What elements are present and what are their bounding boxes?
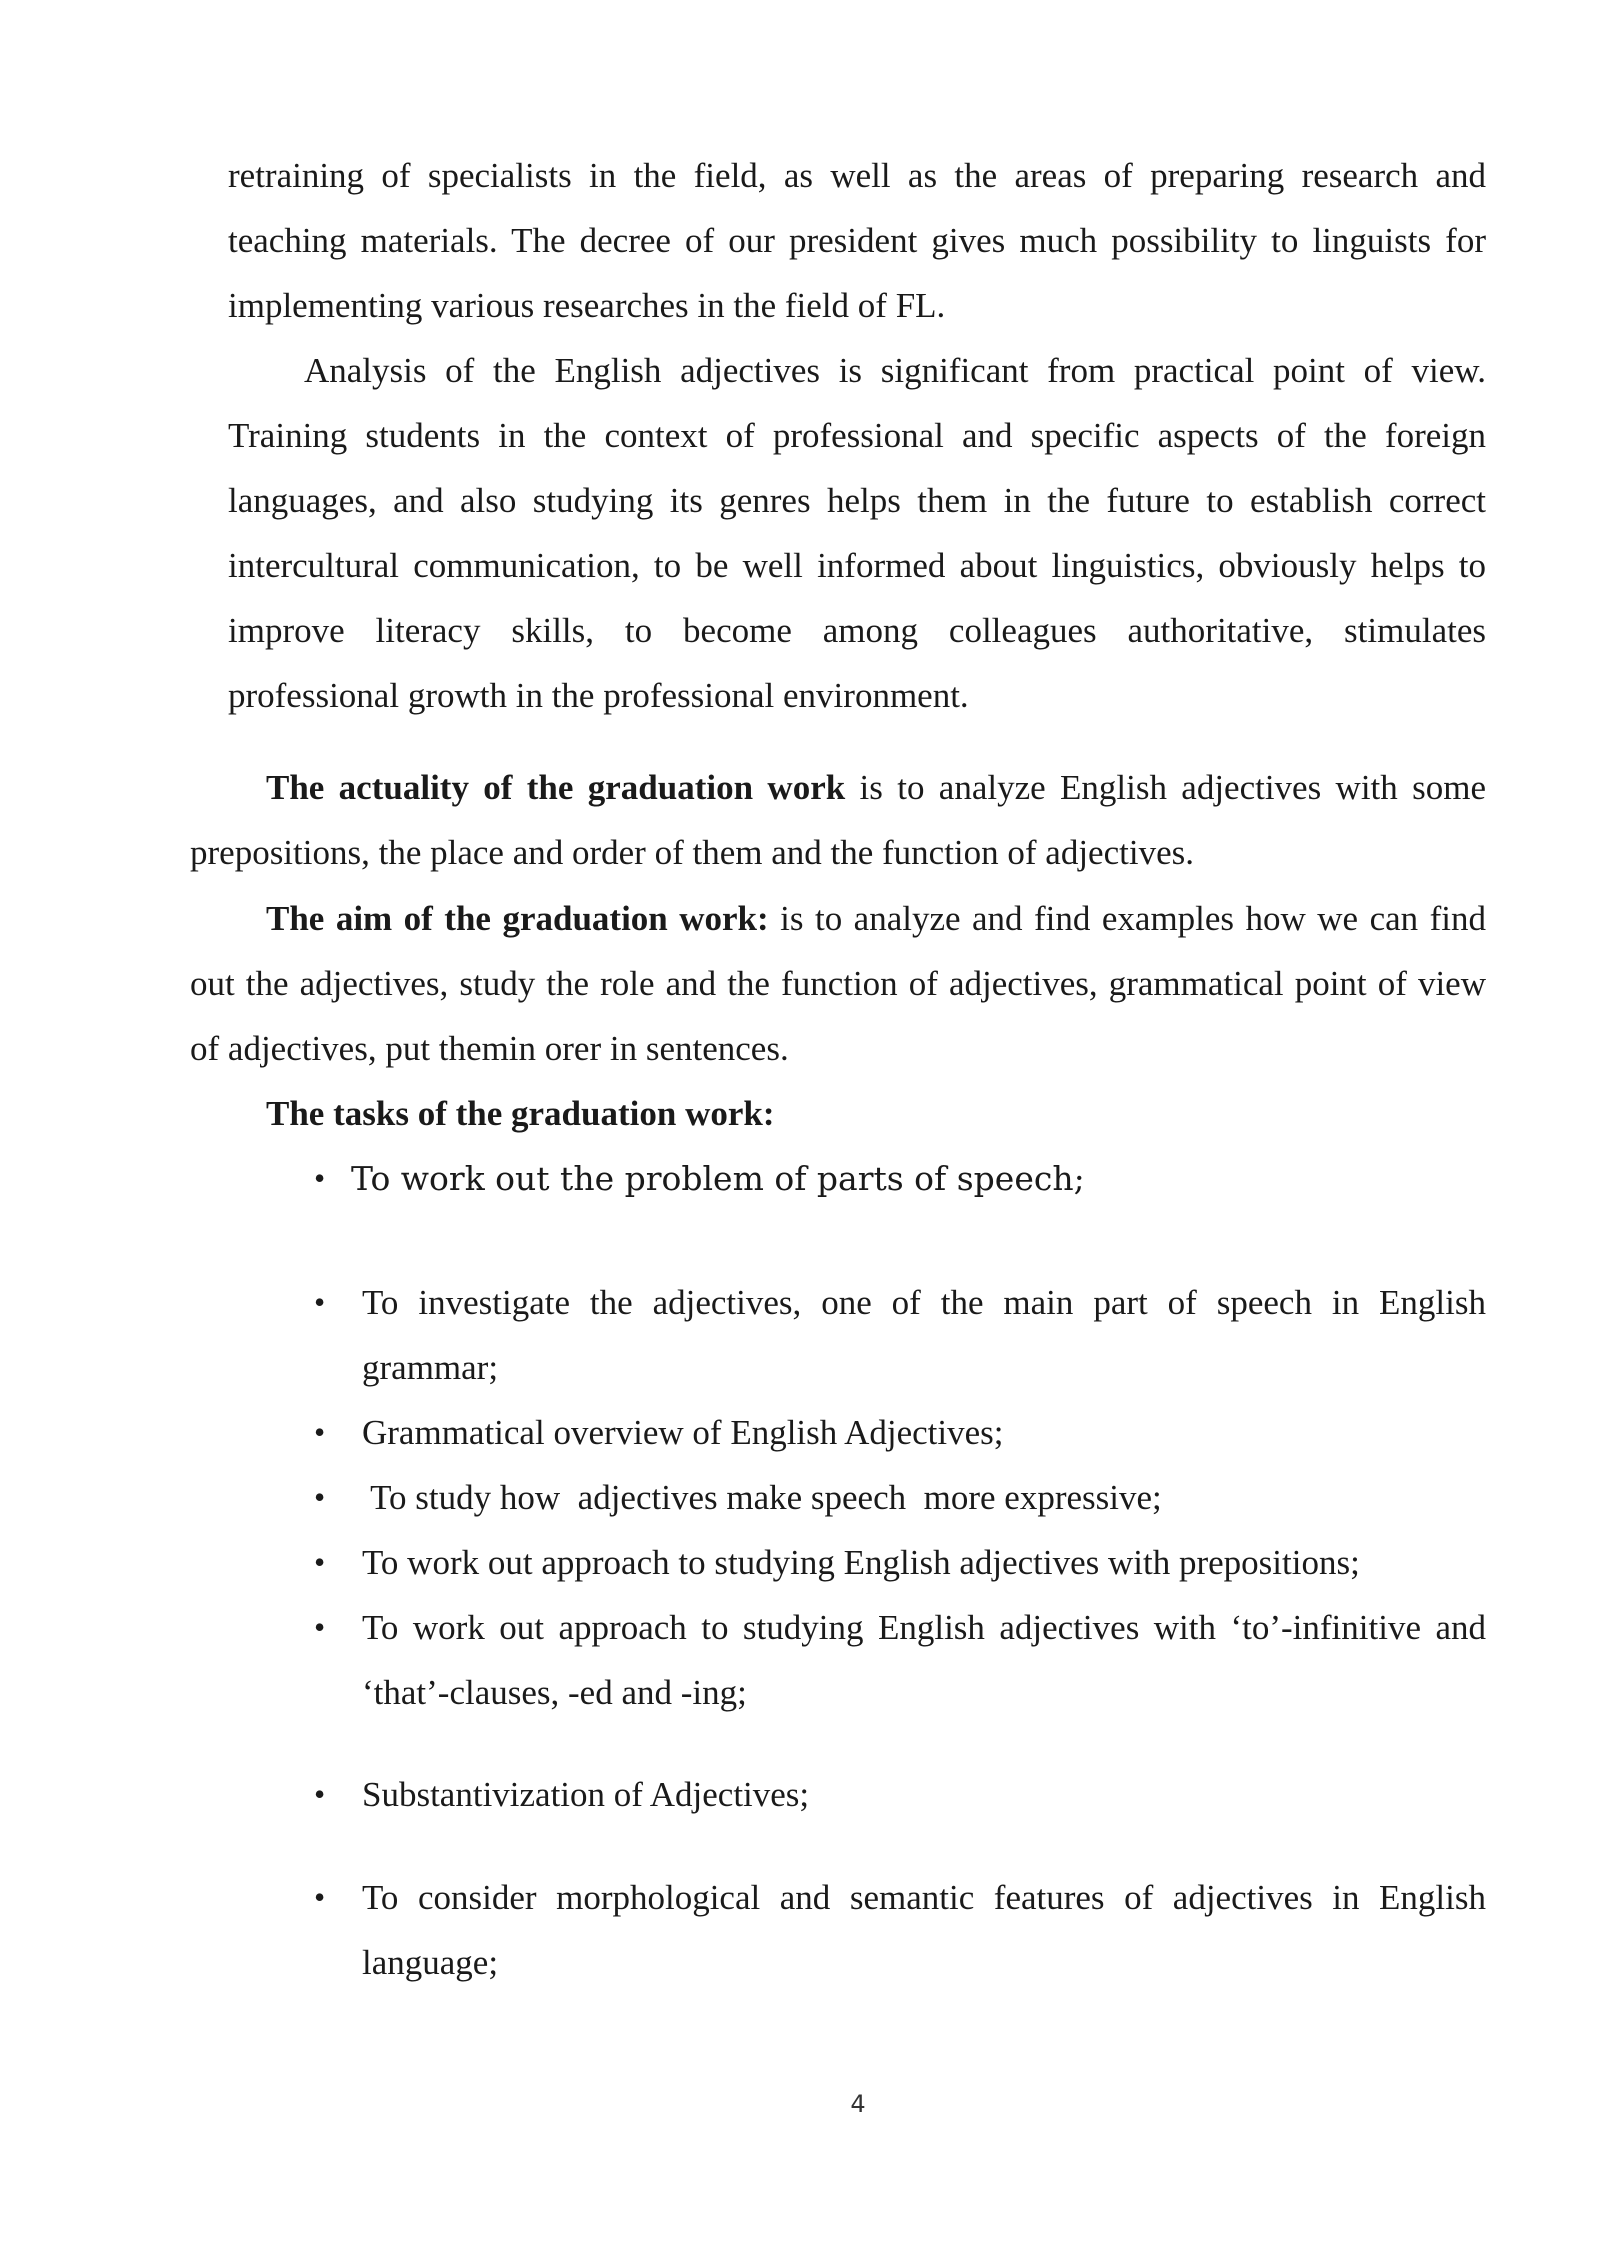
aim-paragraph (190, 886, 1486, 1081)
bullet-icon: • (314, 1879, 326, 1915)
bullet-icon: • (314, 1414, 326, 1450)
task-item: To work out approach to studying English adjectives with ‘to’-infinitive and ‘that’-clauses, -ed and -ing; (362, 1608, 1486, 1712)
task-item: Grammatical overview of English Adjectives; (362, 1413, 1004, 1452)
bullet-icon: • (314, 1776, 326, 1812)
task-item: To investigate the adjectives, one of the main part of speech in English grammar; (362, 1283, 1486, 1387)
actuality-label: The actuality of the graduation work (266, 768, 846, 807)
task-item: Substantivization of Adjectives; (362, 1775, 810, 1814)
bullet-icon: • (314, 1160, 326, 1196)
task-item: To work out approach to studying English adjectives with prepositions; (362, 1543, 1360, 1582)
actuality-paragraph (190, 755, 1486, 885)
page-number: 4 (850, 2090, 866, 2118)
bullet-icon: • (314, 1609, 326, 1645)
tasks-heading: The tasks of the graduation work: (266, 1094, 775, 1133)
bullet-icon: • (314, 1544, 326, 1580)
intro-section (228, 143, 1486, 728)
bullet-icon: • (314, 1284, 326, 1320)
paragraph-analysis: Analysis of the English adjectives is significant from practical point of view. Training students in the context of professional and specific aspects of the foreign languages, and also studying its genres helps them in the future to establish correct intercultural communication, to be well informed about linguistics, obviously helps to improve literacy skills, to become among colleagues authoritative, stimulates professional growth in the professional environment. (228, 351, 1486, 715)
bullet-icon: • (314, 1479, 326, 1515)
task-item: To study how adjectives make speech more expressive; (362, 1478, 1162, 1517)
aim-text: is to analyze and find examples how we can find out the adjectives, study the role and the function of adjectives, grammatical point of view of adjectives, put themin orer in sentences. (190, 899, 1486, 1068)
actuality-text: is to analyze English adjectives with some prepositions, the place and order of them and the function of adjectives. (190, 768, 1486, 872)
paragraph-retraining: retraining of specialists in the field, as well as the areas of preparing research and teaching materials. The decree of our president gives much possibility to linguists for implementing various researches in the field of FL. (228, 156, 1486, 325)
task-item: To work out the problem of parts of speech; (351, 1159, 1085, 1198)
aim-label: The aim of the graduation work: (266, 899, 769, 938)
task-item: To consider morphological and semantic features of adjectives in English language; (362, 1878, 1486, 1982)
